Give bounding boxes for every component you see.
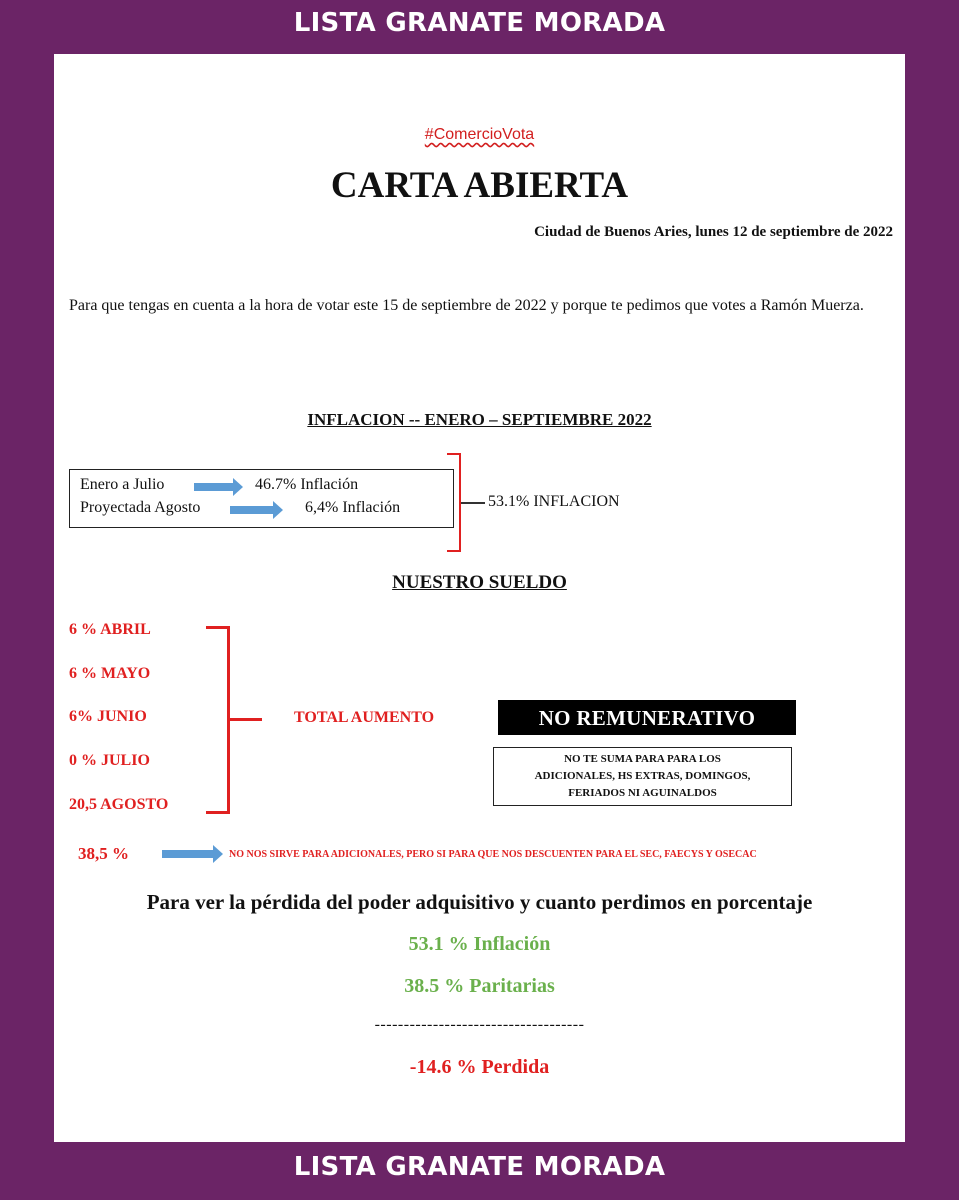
hashtag	[54, 126, 905, 144]
salary-month: 6% JUNIO	[69, 708, 147, 725]
bracket-bottom	[447, 550, 461, 552]
note-line: ADICIONALES, HS EXTRAS, DOMINGOS,	[534, 770, 751, 782]
bracket-top	[447, 453, 461, 455]
inflation-total: 53.1% INFLACION	[488, 493, 620, 510]
inflation-row-value: 6,4% Inflación	[305, 499, 401, 516]
summary-inflation: 53.1 % Inflación	[408, 933, 551, 955]
total-note: NO NOS SIRVE PARA ADICIONALES, PERO SI PARA QUE NOS DESCUENTEN PARA EL SEC, FAECYS Y OSECAC	[229, 849, 757, 860]
bracket-connector	[230, 718, 262, 721]
non-remunerative-badge: NO REMUNERATIVO	[498, 700, 796, 735]
arrow-right-icon	[194, 483, 234, 491]
intro-paragraph: Para que tengas en cuenta a la hora de votar este 15 de septiembre de 2022 y porque te pedimos que votes a Ramón Muerza.	[69, 297, 864, 314]
arrow-right-icon	[162, 850, 214, 858]
total-raise-label: TOTAL AUMENTO	[294, 709, 435, 726]
inflation-row-label: Enero a Julio	[80, 476, 165, 493]
arrow-right-icon	[230, 506, 274, 514]
dateline: Ciudad de Buenos Aries, lunes 12 de septiembre de 2022	[534, 224, 893, 240]
inflation-heading: INFLACION -- ENERO – SEPTIEMBRE 2022	[307, 410, 652, 429]
bracket-top	[206, 626, 228, 629]
summary-loss: -14.6 % Perdida	[409, 1056, 550, 1078]
inflation-row-label: Proyectada Agosto	[80, 499, 201, 516]
top-banner: LISTA GRANATE MORADA	[293, 8, 666, 38]
inflation-row-value: 46.7% Inflación	[255, 476, 359, 493]
note-line: NO TE SUMA PARA PARA LOS	[564, 753, 721, 765]
letter-page	[54, 54, 905, 1142]
non-remunerative-note	[493, 747, 792, 806]
bracket-connector	[461, 502, 485, 504]
salary-month: 6 % ABRIL	[69, 621, 151, 638]
note-line: FERIADOS NI AGUINALDOS	[568, 787, 717, 799]
salary-month: 0 % JULIO	[69, 752, 150, 769]
salary-heading: NUESTRO SUELDO	[392, 572, 567, 593]
summary-paritarias: 38.5 % Paritarias	[404, 975, 555, 997]
salary-month: 20,5 AGOSTO	[69, 796, 169, 813]
summary-heading: Para ver la pérdida del poder adquisitivo y cuanto perdimos en porcentaje	[146, 890, 813, 914]
letter-title: CARTA ABIERTA	[330, 165, 629, 206]
bottom-banner: LISTA GRANATE MORADA	[293, 1152, 666, 1182]
bracket-bottom	[206, 811, 228, 814]
hashtag-text: #ComercioVota	[424, 126, 535, 143]
salary-month: 6 % MAYO	[69, 665, 151, 682]
inflation-box	[69, 469, 454, 528]
separator-line: ------------------------------------	[374, 1016, 585, 1033]
total-percentage: 38,5 %	[78, 844, 129, 863]
